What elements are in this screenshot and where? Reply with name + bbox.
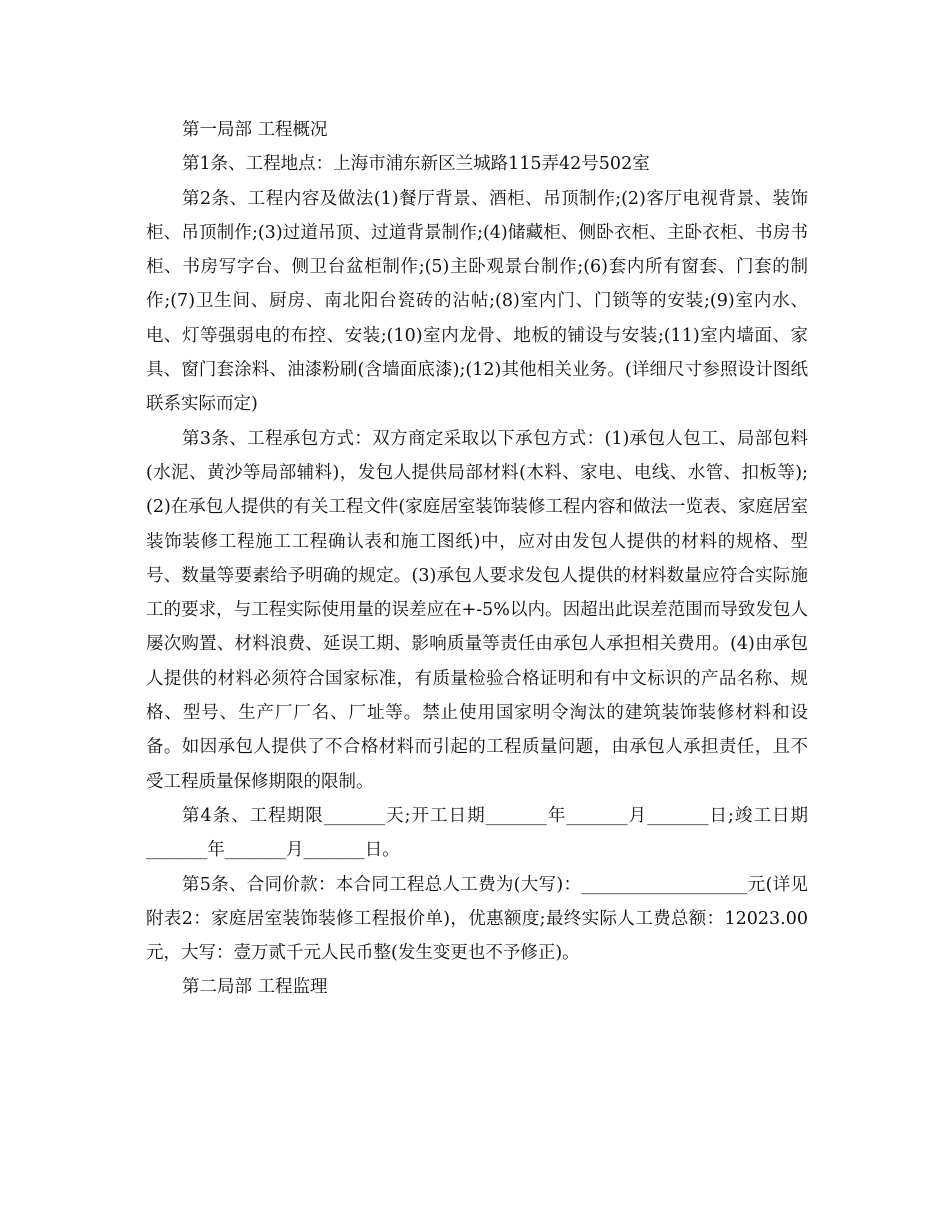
clause-3-contract-mode: 第3条、工程承包方式：双方商定采取以下承包方式：(1)承包人包工、局部包料(水泥、黄沙等局部辅料)，发包人提供局部材料(木料、家电、电线、水管、扣板等);(2)在承包人提供的有关工程文件(家庭居室装饰装修工程内容和做法一览表、家庭居室装饰装修工程施工工程确认表和施工图纸)中，应对由发包人提供的材料的规格、型号、数量等要素给予明确的规定。(3)承包人要求发包人提供的材料数量应符合实际施工的要求，与工程实际使用量的误差应在+-5%以内。因超出此误差范围而导致发包人屡次购置、材料浪费、延误工期、影响质量等责任由承包人承担相关费用。(4)由承包人提供的材料必须符合国家标准，有质量检验合格证明和有中文标识的产品名称、规格、型号、生产厂厂名、厂址等。禁止使用国家明令淘汰的建筑装饰装修材料和设备。如因承包人提供了不合格材料而引起的工程质量问题，由承包人承担责任，且不受工程质量保修期限的限制。 <box>146 428 808 792</box>
document-page <box>146 113 808 1005</box>
clause-2-content: 第2条、工程内容及做法(1)餐厅背景、酒柜、吊顶制作;(2)客厅电视背景、装饰柜、吊顶制作;(3)过道吊顶、过道背景制作;(4)储藏柜、侧卧衣柜、主卧衣柜、书房书柜、书房写字台、侧卫台盆柜制作;(5)主卧观景台制作;(6)套内所有窗套、门套的制作;(7)卫生间、厨房、南北阳台瓷砖的沾帖;(8)室内门、门锁等的安装;(9)室内水、电、灯等强弱电的布控、安装;(10)室内龙骨、地板的铺设与安装;(11)室内墙面、家具、窗门套涂料、油漆粉刷(含墙面底漆);(12)其他相关业务。(详细尺寸参照设计图纸联系实际而定) <box>146 188 808 415</box>
part1-heading: 第一局部 工程概况 <box>182 120 328 140</box>
clause-5-price: 第5条、合同价款：本合同工程总人工费为(大写)：___________________元(详见附表2：家庭居室装饰装修工程报价单)，优惠额度;最终实际人工费总额：12023.00元，大写：壹万贰千元人民币整(发生变更也不予修正)。 <box>146 874 808 964</box>
part2-heading: 第二局部 工程监理 <box>182 977 328 998</box>
clause-1-site: 第1条、工程地点：上海市浦东新区兰城路115弄42号502室 <box>182 154 650 175</box>
clause-4-period: 第4条、工程期限_______天;开工日期_______年_______月_______日;竣工日期_______年_______月_______日。 <box>146 805 808 861</box>
